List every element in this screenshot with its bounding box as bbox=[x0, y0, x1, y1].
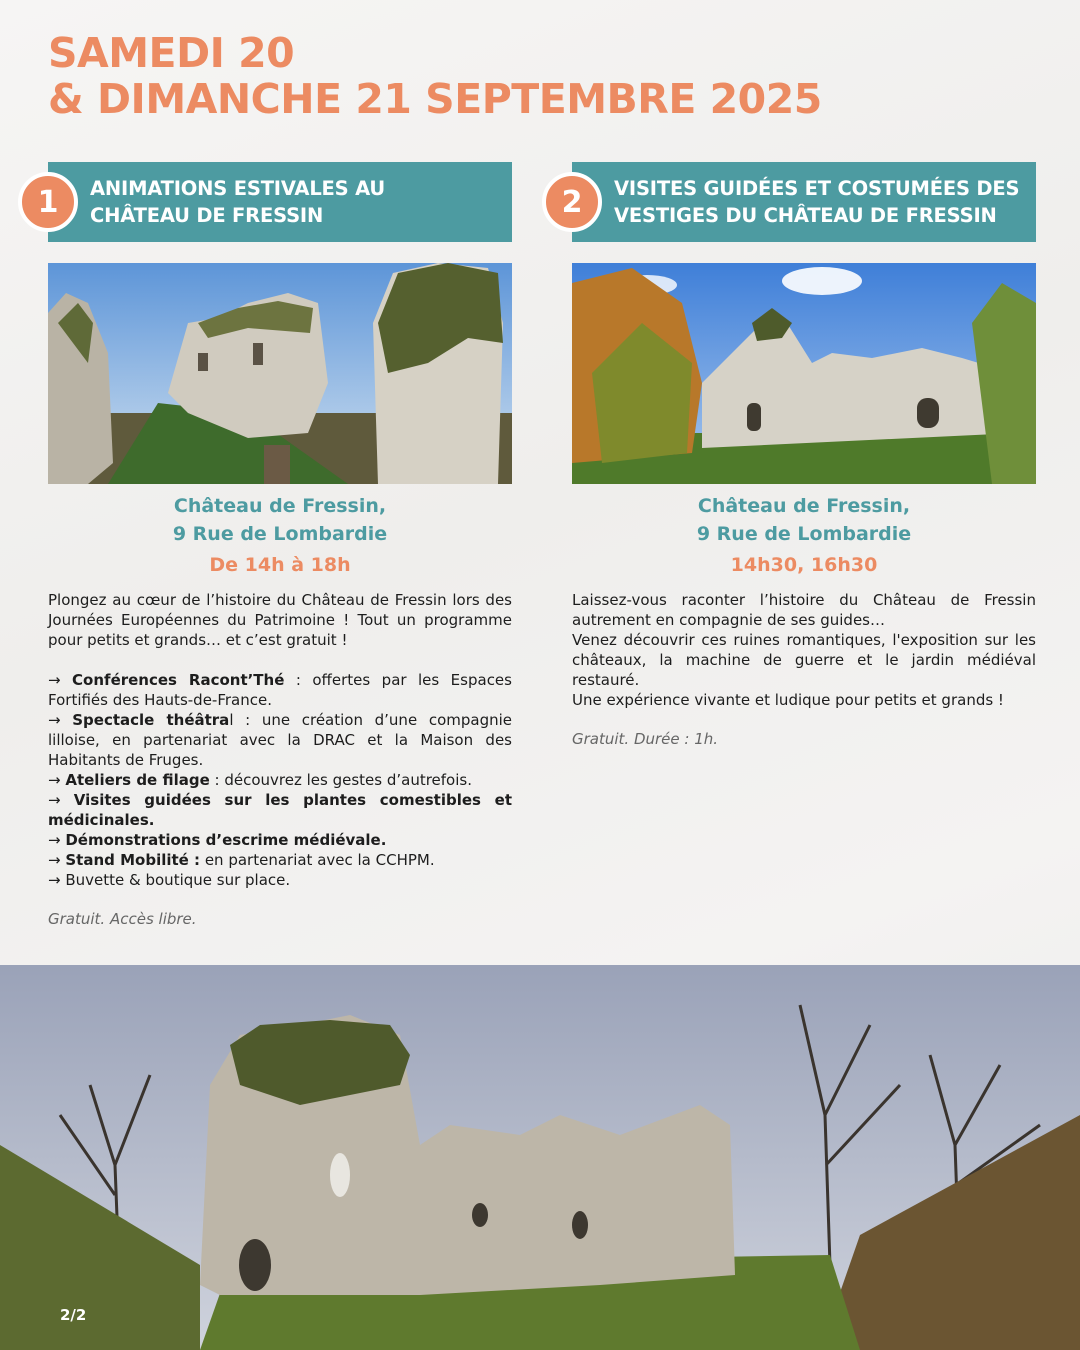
event-1-number-badge: 1 bbox=[18, 172, 78, 232]
event-1-hours: De 14h à 18h bbox=[209, 554, 351, 576]
event-2-title-line-2: VESTIGES DU CHÂTEAU DE FRESSIN bbox=[614, 204, 997, 227]
event-2-location bbox=[572, 492, 1036, 548]
event-2-number-badge: 2 bbox=[542, 172, 602, 232]
event-1-intro: Plongez au cœur de l’histoire du Château de Fressin lors des Journées Européennes du Patrimoine ! Tout un programme pour petits et grands… et c’est gratuit ! bbox=[48, 591, 512, 649]
event-1-title-line-1: ANIMATIONS ESTIVALES AU bbox=[90, 177, 386, 200]
event-2-paragraph: Une expérience vivante et ludique pour petits et grands ! bbox=[572, 691, 1004, 709]
event-2-location-address: 9 Rue de Lombardie bbox=[696, 523, 912, 545]
event-1-title bbox=[90, 175, 385, 229]
event-2-title bbox=[614, 175, 1019, 229]
event-1-location bbox=[48, 492, 512, 548]
event-2-paragraph: Laissez-vous raconter l’histoire du Château de Fressin autrement en compagnie de ses guides… bbox=[572, 591, 1036, 629]
event-1-description bbox=[48, 590, 512, 890]
castle-ruins-winter-panorama bbox=[0, 965, 1080, 1350]
program-item: → Visites guidées sur les plantes comestibles et médicinales. bbox=[48, 791, 512, 829]
program-item: → Stand Mobilité : en partenariat avec la CCHPM. bbox=[48, 851, 435, 869]
event-2-note: Gratuit. Durée : 1h. bbox=[572, 730, 719, 748]
event-2-description bbox=[572, 590, 1036, 710]
program-item: → Démonstrations d’escrime médiévale. bbox=[48, 831, 387, 849]
event-2-location-name: Château de Fressin, bbox=[697, 495, 911, 517]
event-2-title-line-1: VISITES GUIDÉES ET COSTUMÉES DES bbox=[614, 177, 1020, 200]
event-1-title-line-2: CHÂTEAU DE FRESSIN bbox=[90, 204, 324, 227]
headline-line-1: SAMEDI 20 bbox=[48, 29, 295, 77]
program-item: → Conférences Racont’Thé : offertes par les Espaces Fortifiés des Hauts-de-France. bbox=[48, 671, 512, 709]
page-number: 2/2 bbox=[60, 1306, 87, 1324]
event-2-hours: 14h30, 16h30 bbox=[730, 554, 878, 576]
castle-ruins-autumn-photo bbox=[572, 263, 1036, 484]
program-item: → Buvette & boutique sur place. bbox=[48, 871, 291, 889]
headline-line-2: & DIMANCHE 21 SEPTEMBRE 2025 bbox=[48, 75, 822, 123]
event-2-banner bbox=[561, 162, 1036, 242]
castle-ruins-photo bbox=[48, 263, 512, 484]
program-item: → Ateliers de filage : découvrez les gestes d’autrefois. bbox=[48, 771, 472, 789]
event-2-paragraph: Venez découvrir ces ruines romantiques, l'exposition sur les châteaux, la machine de guerre et le jardin médiéval restauré. bbox=[572, 631, 1036, 689]
event-1-location-address: 9 Rue de Lombardie bbox=[172, 523, 388, 545]
event-1-note: Gratuit. Accès libre. bbox=[48, 910, 197, 928]
page-title bbox=[48, 30, 822, 122]
event-1-location-name: Château de Fressin, bbox=[173, 495, 387, 517]
program-item: → Spectacle théâtral : une création d’une compagnie lilloise, en partenariat avec la DRAC et la Maison des Habitants de Fruges. bbox=[48, 711, 513, 769]
event-1-banner bbox=[37, 162, 512, 242]
